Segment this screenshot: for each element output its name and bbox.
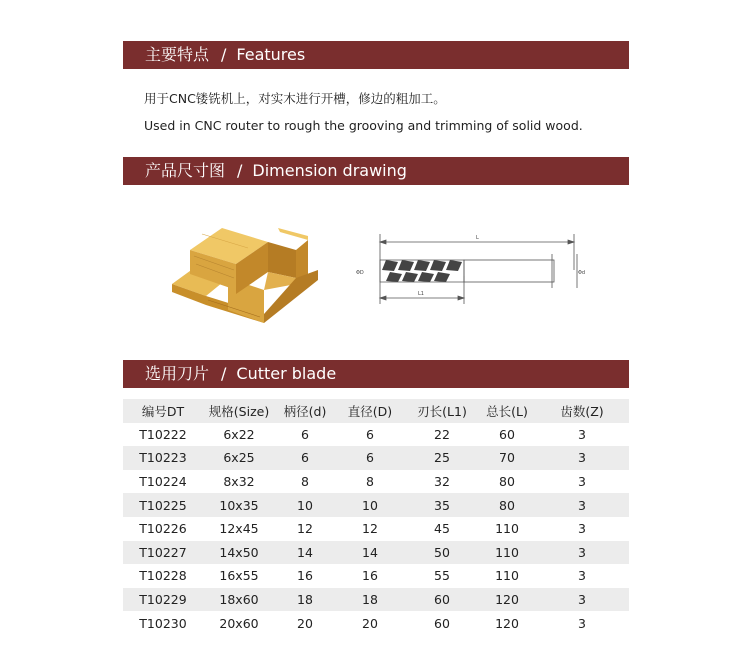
cell-diameter: 6 xyxy=(366,426,374,442)
cell-cutting-length: 50 xyxy=(434,544,450,560)
header-cutting-length: 刃长(L1) xyxy=(417,403,467,419)
table-row xyxy=(123,564,629,588)
cell-shank-diameter: 18 xyxy=(297,592,313,608)
cell-cutting-length: 60 xyxy=(434,592,450,608)
cell-code: T10229 xyxy=(139,592,187,608)
table-row xyxy=(123,541,629,565)
cell-code: T10222 xyxy=(139,426,187,442)
header-total-length: 总长(L) xyxy=(486,403,528,419)
cell-shank-diameter: 8 xyxy=(301,474,309,490)
cell-size: 6x22 xyxy=(223,426,255,442)
cell-teeth: 3 xyxy=(578,544,586,560)
cell-teeth: 3 xyxy=(578,474,586,490)
dimension-title-separator: / xyxy=(237,161,243,180)
cell-total-length: 80 xyxy=(499,474,515,490)
features-title-cn: 主要特点 xyxy=(145,45,210,64)
table-row xyxy=(123,423,629,447)
table-header-row xyxy=(123,399,629,423)
features-title-en: Features xyxy=(236,45,306,64)
cell-size: 8x32 xyxy=(223,474,255,490)
cell-shank-diameter: 16 xyxy=(297,568,313,584)
cell-teeth: 3 xyxy=(578,521,586,537)
cell-total-length: 120 xyxy=(495,615,519,631)
cell-shank-diameter: 12 xyxy=(297,521,313,537)
cell-code: T10223 xyxy=(139,450,187,466)
features-description-en: Used in CNC router to rough the grooving and trimming of solid wood. xyxy=(144,118,583,133)
cell-size: 6x25 xyxy=(223,450,255,466)
cell-cutting-length: 35 xyxy=(434,497,450,513)
dimension-section-header xyxy=(123,157,629,185)
cell-cutting-length: 25 xyxy=(434,450,450,466)
cell-shank-diameter: 10 xyxy=(297,497,313,513)
dimension-title-en: Dimension drawing xyxy=(252,161,407,180)
cell-total-length: 70 xyxy=(499,450,515,466)
table-row xyxy=(123,517,629,541)
cell-code: T10226 xyxy=(139,521,187,537)
cutter-title-separator: / xyxy=(221,364,227,383)
dimension-title-cn: 产品尺寸图 xyxy=(145,161,226,180)
header-size: 规格(Size) xyxy=(208,403,270,419)
cell-teeth: 3 xyxy=(578,426,586,442)
header-diameter: 直径(D) xyxy=(347,403,393,419)
cell-total-length: 110 xyxy=(495,568,519,584)
cell-shank-diameter: 20 xyxy=(297,615,313,631)
cell-diameter: 12 xyxy=(362,521,378,537)
cell-size: 14x50 xyxy=(219,544,259,560)
cell-diameter: 18 xyxy=(362,592,378,608)
cell-size: 20x60 xyxy=(219,615,259,631)
cell-teeth: 3 xyxy=(578,615,586,631)
cutter-title-en: Cutter blade xyxy=(236,364,337,383)
cell-size: 18x60 xyxy=(219,592,259,608)
features-title-separator: / xyxy=(221,45,227,64)
cell-total-length: 120 xyxy=(495,592,519,608)
features-description-cn: 用于CNC镂铣机上，对实木进行开槽，修边的粗加工。 xyxy=(144,91,446,106)
header-teeth: 齿数(Z) xyxy=(560,403,604,419)
cell-teeth: 3 xyxy=(578,568,586,584)
cell-cutting-length: 60 xyxy=(434,615,450,631)
length-label: L xyxy=(476,235,479,241)
cell-diameter: 14 xyxy=(362,544,378,560)
cell-cutting-length: 55 xyxy=(434,568,450,584)
cell-total-length: 60 xyxy=(499,426,515,442)
header-shank-diameter: 柄径(d) xyxy=(283,403,327,419)
cell-total-length: 110 xyxy=(495,544,519,560)
cell-cutting-length: 45 xyxy=(434,521,450,537)
cell-diameter: 16 xyxy=(362,568,378,584)
cutter-section-header xyxy=(123,360,629,388)
header-code: 编号DT xyxy=(141,403,185,419)
cutter-spec-table xyxy=(123,399,629,635)
cell-code: T10228 xyxy=(139,568,187,584)
cell-total-length: 80 xyxy=(499,497,515,513)
cell-cutting-length: 32 xyxy=(434,474,450,490)
cutter-dimension-drawing xyxy=(352,230,590,308)
cell-code: T10230 xyxy=(139,615,187,631)
shank-diameter-label: Φd xyxy=(578,270,586,276)
cell-diameter: 6 xyxy=(366,450,374,466)
cell-size: 12x45 xyxy=(219,521,259,537)
table-row xyxy=(123,493,629,517)
wood-workpiece-illustration xyxy=(168,218,328,323)
table-row xyxy=(123,446,629,470)
cell-size: 10x35 xyxy=(219,497,259,513)
table-row xyxy=(123,588,629,612)
cell-shank-diameter: 6 xyxy=(301,426,309,442)
cutting-length-label: L1 xyxy=(418,291,424,297)
cell-cutting-length: 22 xyxy=(434,426,450,442)
cell-code: T10224 xyxy=(139,474,187,490)
cell-shank-diameter: 14 xyxy=(297,544,313,560)
cutter-title-cn: 选用刀片 xyxy=(145,364,210,383)
cell-teeth: 3 xyxy=(578,497,586,513)
cell-code: T10227 xyxy=(139,544,187,560)
cell-size: 16x55 xyxy=(219,568,259,584)
cutting-diameter-label: ΦD xyxy=(356,270,364,276)
cell-shank-diameter: 6 xyxy=(301,450,309,466)
table-row xyxy=(123,611,629,635)
cell-diameter: 8 xyxy=(366,474,374,490)
cell-diameter: 10 xyxy=(362,497,378,513)
cell-code: T10225 xyxy=(139,497,187,513)
table-row xyxy=(123,470,629,494)
cell-total-length: 110 xyxy=(495,521,519,537)
features-section-header xyxy=(123,41,629,69)
cell-teeth: 3 xyxy=(578,592,586,608)
cell-teeth: 3 xyxy=(578,450,586,466)
cell-diameter: 20 xyxy=(362,615,378,631)
